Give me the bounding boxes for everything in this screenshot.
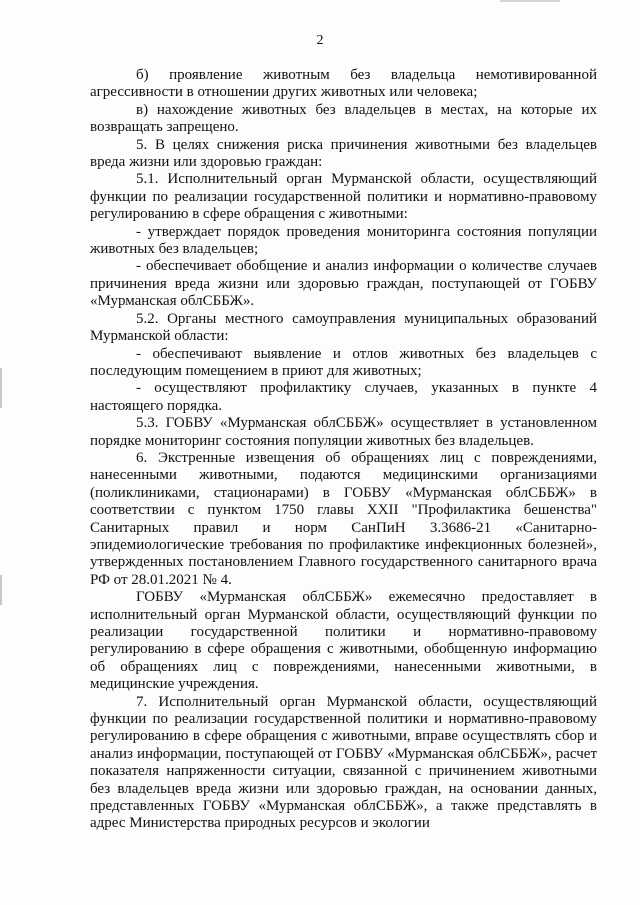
paragraph: 7. Исполнительный орган Мурманской области, осуществляющий функции по реализации государственной политики и нормативно-правовому регулированию в сфере обращения с животными, вправе осуществлять сбор и анализ информации, поступающей от ГОБВУ «Мурманская облСББЖ», расчет показателя напряженности ситуации, связанной с причинением животными без владельцев вреда жизни или здоровью граждан, на основании данных, представленных ГОБВУ «Мурманская облСББЖ», а также представлять в адрес Министерства природных ресурсов и экологии [90, 693, 597, 832]
paragraph: 5.2. Органы местного самоуправления муниципальных образований Мурманской области: [90, 310, 597, 345]
paragraph: б) проявление животным без владельца немотивированной агрессивности в отношении других животных или человека; [90, 67, 597, 101]
paragraph: 6. Экстренные извещения об обращениях лиц с повреждениями, нанесенными животными, подаются медицинскими организациями (поликлиниками, стационарами) в ГОБВУ «Мурманская облСББЖ» в соответствии с пунктом 1750 главы XXII "Профилактика бешенства" Санитарных правил и норм СанПиН 3.3686-21 «Санитарно-эпидемиологические требования по профилактике инфекционных болезней», утвержденных постановлением Главного государственного санитарного врача РФ от 28.01.2021 № 4. [90, 449, 597, 588]
paragraph: - обеспечивает обобщение и анализ информации о количестве случаев причинения вреда жизни или здоровью граждан, поступающей от ГОБВУ «Мурманская облСББЖ». [90, 258, 597, 310]
paragraph: ГОБВУ «Мурманская облСББЖ» ежемесячно предоставляет в исполнительный орган Мурманской области, осуществляющий функции по реализации государственной политики и нормативно-правовому регулированию в сфере обращения с животными, обобщенную информацию об обращениях лиц с повреждениями, нанесенными животными, в медицинские учреждения. [90, 589, 597, 693]
document-body [90, 67, 597, 833]
paragraph: 5.3. ГОБВУ «Мурманская облСББЖ» осуществляет в установленном порядке мониторинг состояния популяции животных без владельцев. [90, 415, 597, 449]
page-number: 2 [316, 33, 324, 48]
scan-edge-mark [500, 0, 560, 2]
paragraph: - осуществляют профилактику случаев, указанных в пункте 4 настоящего порядка. [90, 380, 597, 414]
scan-edge-mark [0, 368, 2, 408]
paragraph: 5. В целях снижения риска причинения животными без владельцев вреда жизни или здоровью граждан: [90, 136, 597, 171]
scan-edge-mark [0, 575, 2, 605]
paragraph: - утверждает порядок проведения мониторинга состояния популяции животных без владельцев; [90, 223, 597, 258]
paragraph: - обеспечивают выявление и отлов животных без владельцев с последующим помещением в приют для животных; [90, 345, 597, 379]
paragraph: в) нахождение животных без владельцев в местах, на которые их возвращать запрещено. [90, 101, 597, 136]
paragraph: 5.1. Исполнительный орган Мурманской области, осуществляющий функции по реализации государственной политики и нормативно-правовому регулированию в сфере обращения с животными: [90, 171, 597, 223]
